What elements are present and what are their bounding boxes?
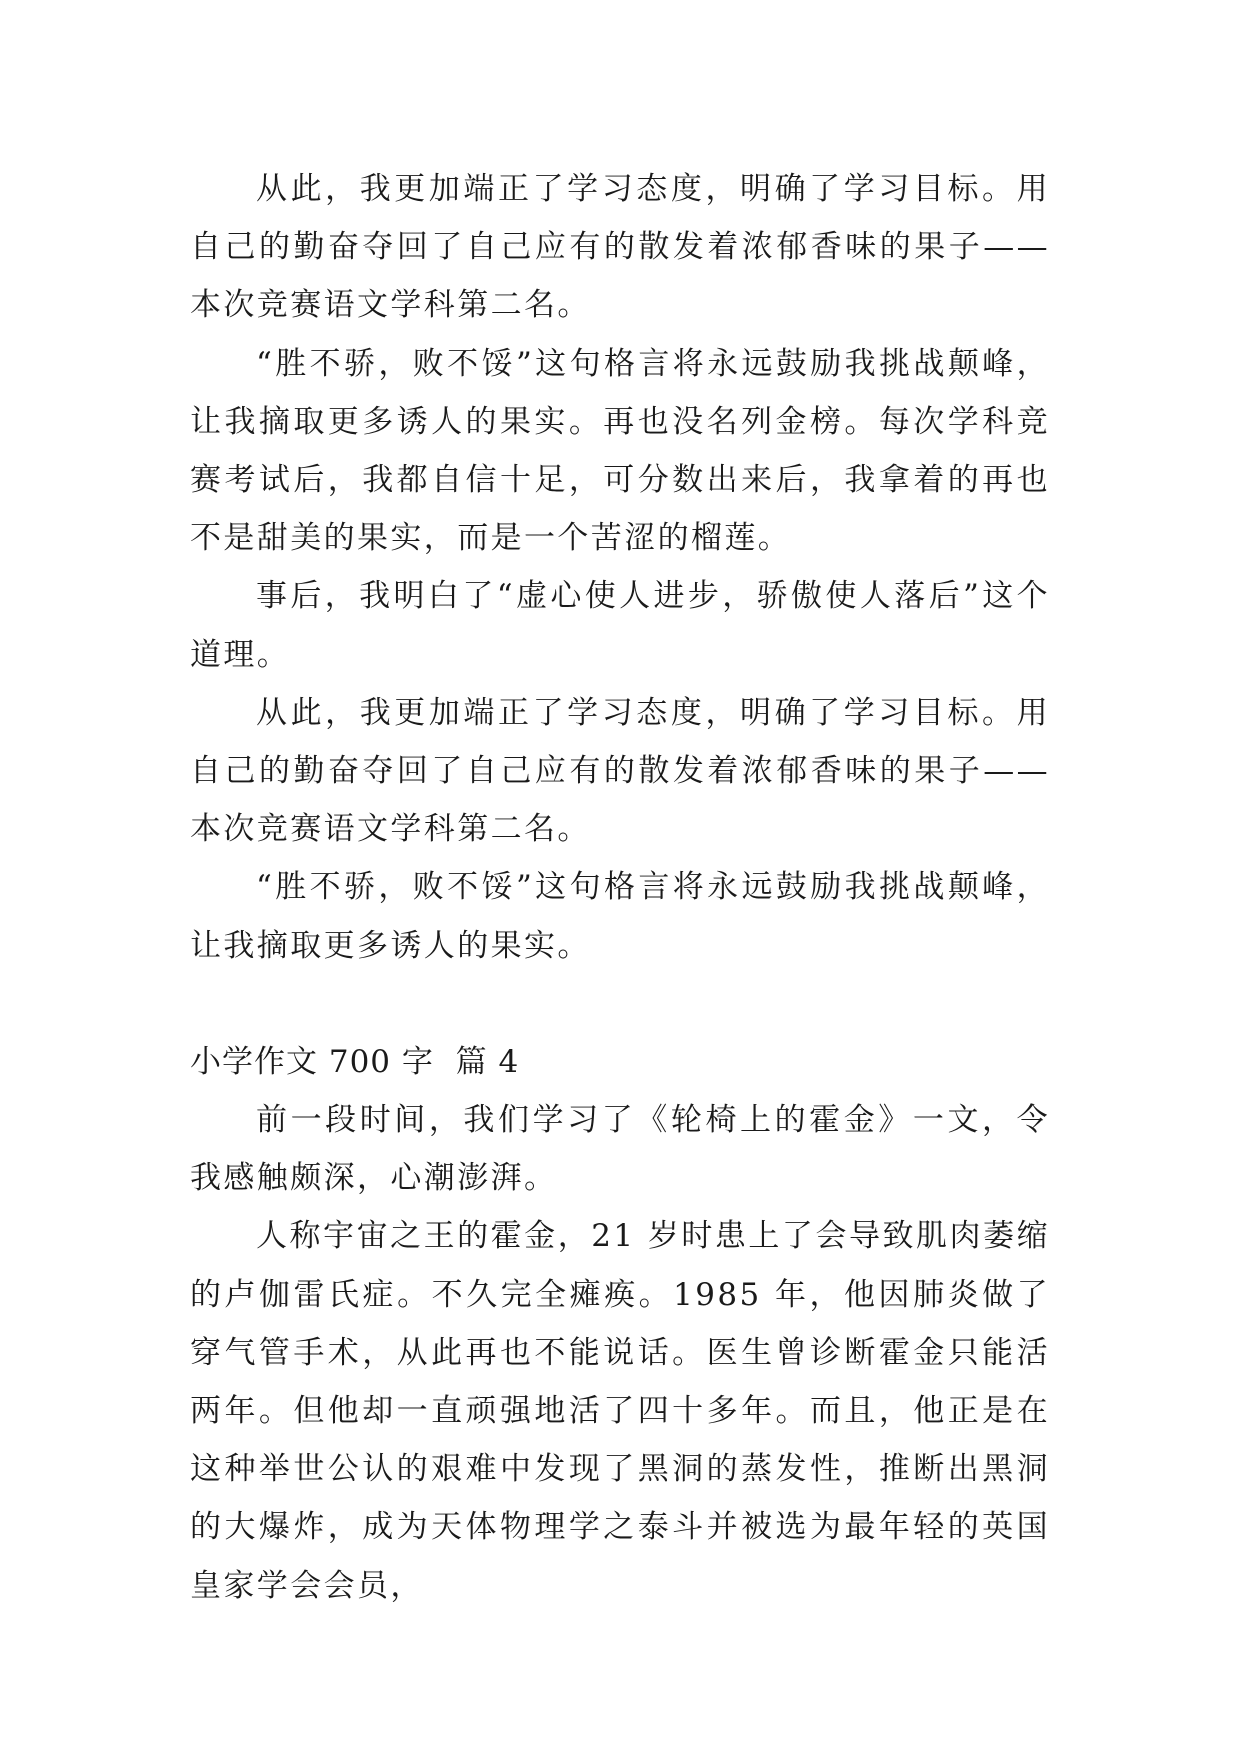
document-body bbox=[190, 160, 1050, 1615]
paragraph: 前一段时间，我们学习了《轮椅上的霍金》一文，令我感触颇深，心潮澎湃。 bbox=[190, 1102, 1050, 1197]
paragraph: 从此，我更加端正了学习态度，明确了学习目标。用自己的勤奋夺回了自己应有的散发着浓郁香味的果子——本次竞赛语文学科第二名。 bbox=[190, 694, 1050, 848]
paragraph: 从此，我更加端正了学习态度，明确了学习目标。用自己的勤奋夺回了自己应有的散发着浓郁香味的果子——本次竞赛语文学科第二名。 bbox=[190, 171, 1050, 324]
paragraph: 人称宇宙之王的霍金，21 岁时患上了会导致肌肉萎缩的卢伽雷氏症。不久完全瘫痪。1985 年，他因肺炎做了穿气管手术，从此再也不能说话。医生曾诊断霍金只能活两年。但他却一直顽强地活了四十多年。而且，他正是在这种举世公认的艰难中发现了黑洞的蒸发性，推断出黑洞的大爆炸，成为天体物理学之泰斗并被选为最年轻的英国皇家学会会员， bbox=[190, 1218, 1050, 1604]
paragraph: “胜不骄，败不馁”这句格言将永远鼓励我挑战颠峰，让我摘取更多诱人的果实。 bbox=[190, 869, 1050, 964]
section-heading: 小学作文 700 字 篇 4 bbox=[190, 1043, 520, 1080]
paragraph: 事后，我明白了“虚心使人进步，骄傲使人落后”这个道理。 bbox=[190, 578, 1050, 673]
paragraph: “胜不骄，败不馁”这句格言将永远鼓励我挑战颠峰，让我摘取更多诱人的果实。再也没名列金榜。每次学科竞赛考试后，我都自信十足，可分数出来后，我拿着的再也不是甜美的果实，而是一个苦涩的榴莲。 bbox=[190, 345, 1050, 557]
